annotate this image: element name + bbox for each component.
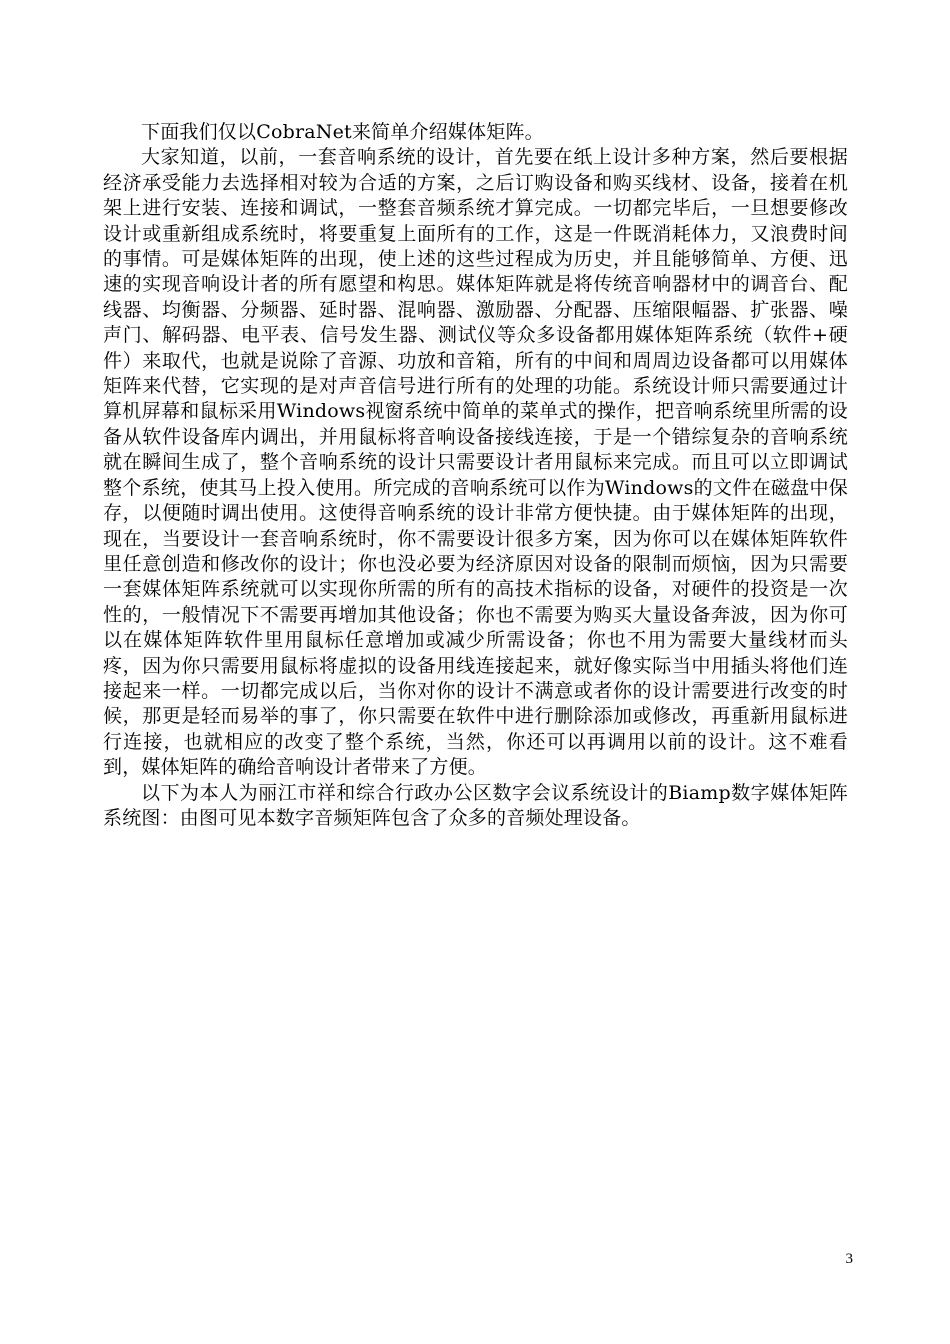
body-text: [103, 120, 848, 831]
paragraph-main: 大家知道，以前，一套音响系统的设计，首先要在纸上设计多种方案，然后要根据经济承受能力去选择相对较为合适的方案，之后订购设备和购买线材、设备，接着在机架上进行安装、连接和调试，一整套音频系统才算完成。一切都完毕后，一旦想要修改设计或重新组成系统时，将要重复上面所有的工作，这是一件既消耗体力，又浪费时间的事情。可是媒体矩阵的出现，使上述的这些过程成为历史，并且能够简单、方便、迅速的实现音响设计者的所有愿望和构思。媒体矩阵就是将传统音响器材中的调音台、配线器、均衡器、分频器、延时器、混响器、激励器、分配器、压缩限幅器、扩张器、噪声门、解码器、电平表、信号发生器、测试仪等众多设备都用媒体矩阵系统（软件+硬件）来取代，也就是说除了音源、功放和音箱，所有的中间和周周边设备都可以用媒体矩阵来代替，它实现的是对声音信号进行所有的处理的功能。系统设计师只需要通过计算机屏幕和鼠标采用Windows视窗系统中简单的菜单式的操作，把音响系统里所需的设备从软件设备库内调出，并用鼠标将音响设备接线连接，于是一个错综复杂的音响系统就在瞬间生成了，整个音响系统的设计只需要设计者用鼠标来完成。而且可以立即调试整个系统，使其马上投入使用。所完成的音响系统可以作为Windows的文件在磁盘中保存，以便随时调出使用。这使得音响系统的设计非常方便快捷。由于媒体矩阵的出现，现在，当要设计一套音响系统时，你不需要设计很多方案，因为你可以在媒体矩阵软件里任意创造和修改你的设计；你也没必要为经济原因对设备的限制而烦恼，因为只需要一套媒体矩阵系统就可以实现你所需的所有的高技术指标的设备，对硬件的投资是一次性的，一般情况下不需要再增加其他设备；你也不需要为购买大量设备奔波，因为你可以在媒体矩阵软件里用鼠标任意增加或减少所需设备；你也不用为需要大量线材而头疼，因为你只需要用鼠标将虚拟的设备用线连接起来，就好像实际当中用插头将他们连接起来一样。一切都完成以后，当你对你的设计不满意或者你的设计需要进行改变的时候，那更是轻而易举的事了，你只需要在软件中进行删除添加或修改，再重新用鼠标进行连接，也就相应的改变了整个系统，当然，你还可以再调用以前的设计。这不难看到，媒体矩阵的确给音响设计者带来了方便。: [103, 146, 848, 779]
paragraph-diagram-intro: 以下为本人为丽江市祥和综合行政办公区数字会议系统设计的Biamp数字媒体矩阵系统图：由图可见本数字音频矩阵包含了众多的音频处理设备。: [103, 781, 848, 829]
paragraph-intro: 下面我们仅以CobraNet来简单介绍媒体矩阵。: [141, 121, 544, 143]
page-number: 3: [845, 1251, 853, 1267]
